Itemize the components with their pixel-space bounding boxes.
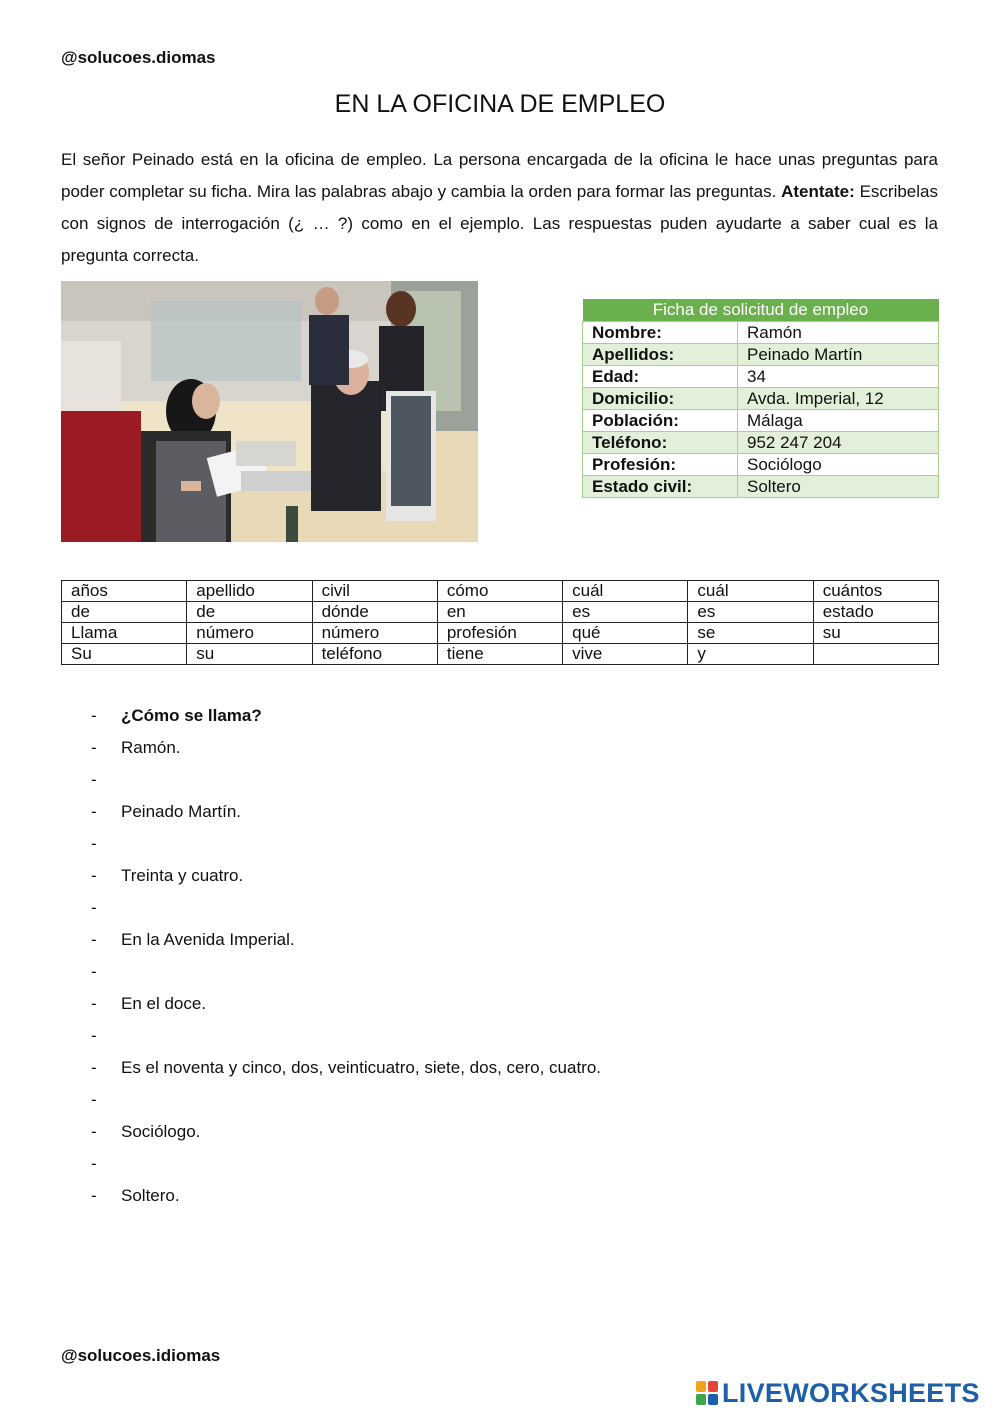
form-row <box>583 388 939 410</box>
form-row <box>583 322 939 344</box>
word-cell: cuál <box>688 581 813 602</box>
dash-bullet: - <box>91 898 97 917</box>
instructions-text-2: Escribelas con signos de interrogación (¿ … ?) como en el ejemplo. Las respuestas puden ayudarte a saber cual es la pregunta correcta. <box>61 182 938 265</box>
example-question: ¿Cómo se llama? <box>121 706 262 725</box>
word-cell: apellido <box>187 581 312 602</box>
word-cell: dónde <box>312 602 437 623</box>
form-label: Apellidos: <box>583 344 738 366</box>
dash-bullet: - <box>91 834 97 853</box>
office-photo-illustration <box>61 281 478 542</box>
liveworksheets-logo-text: LIVEWORKSHEETS <box>722 1377 980 1408</box>
form-value: Soltero <box>738 476 939 498</box>
page-title: EN LA OFICINA DE EMPLEO <box>334 90 666 118</box>
word-cell: tiene <box>437 644 562 665</box>
answer-text: Ramón. <box>121 738 181 757</box>
instructions-text: El señor Peinado está en la oficina de empleo. La persona encargada de la oficina le hace unas preguntas para poder completar su ficha. Mira las palabras abajo y cambia la orden para formar las preguntas. <box>61 150 938 201</box>
form-row <box>583 366 939 388</box>
form-value: 34 <box>738 366 939 388</box>
form-value: Sociólogo <box>738 454 939 476</box>
form-value: Avda. Imperial, 12 <box>738 388 939 410</box>
office-photo <box>61 281 478 542</box>
dash-bullet: - <box>91 866 97 885</box>
form-label: Domicilio: <box>583 388 738 410</box>
dash-bullet: - <box>91 1154 97 1173</box>
form-label: Estado civil: <box>583 476 738 498</box>
form-row <box>583 344 939 366</box>
word-cell: Su <box>62 644 187 665</box>
answer-text: Soltero. <box>121 1186 180 1205</box>
dash-bullet: - <box>91 1186 97 1205</box>
word-cell: y <box>688 644 813 665</box>
word-row <box>62 581 939 602</box>
word-cell: es <box>688 602 813 623</box>
word-cell: número <box>187 623 312 644</box>
word-cell: cómo <box>437 581 562 602</box>
word-cell: años <box>62 581 187 602</box>
liveworksheets-logo[interactable] <box>696 1378 980 1408</box>
word-cell: se <box>688 623 813 644</box>
dash-bullet: - <box>91 706 97 725</box>
word-bank-table <box>61 580 939 665</box>
form-row <box>583 476 939 498</box>
form-row <box>583 410 939 432</box>
word-cell: estado <box>813 602 938 623</box>
word-row <box>62 602 939 623</box>
attention-label: Atentate: <box>781 182 855 201</box>
dash-bullet: - <box>91 1090 97 1109</box>
form-value: Peinado Martín <box>738 344 939 366</box>
word-cell: profesión <box>437 623 562 644</box>
word-row <box>62 623 939 644</box>
form-label: Edad: <box>583 366 738 388</box>
word-cell: cuál <box>563 581 688 602</box>
form-title: Ficha de solicitud de empleo <box>583 299 939 322</box>
dash-bullet: - <box>91 962 97 981</box>
word-cell: cuántos <box>813 581 938 602</box>
word-row <box>62 644 939 665</box>
author-handle-top: @solucoes.diomas <box>61 48 216 67</box>
word-cell: civil <box>312 581 437 602</box>
word-cell <box>813 644 938 665</box>
word-cell: teléfono <box>312 644 437 665</box>
dash-bullet: - <box>91 1026 97 1045</box>
author-handle-bottom: @solucoes.idiomas <box>61 1346 221 1365</box>
dash-bullet: - <box>91 1122 97 1141</box>
form-value: Ramón <box>738 322 939 344</box>
form-label: Profesión: <box>583 454 738 476</box>
word-cell: Llama <box>62 623 187 644</box>
answer-text: Treinta y cuatro. <box>121 866 244 885</box>
form-label: Teléfono: <box>583 432 738 454</box>
dash-bullet: - <box>91 1058 97 1077</box>
word-cell: de <box>62 602 187 623</box>
word-cell: su <box>187 644 312 665</box>
form-value: Málaga <box>738 410 939 432</box>
answer-text: Es el noventa y cinco, dos, veinticuatro, siete, dos, cero, cuatro. <box>121 1058 602 1077</box>
dash-bullet: - <box>91 930 97 949</box>
dash-bullet: - <box>91 738 97 757</box>
answer-text: Peinado Martín. <box>121 802 242 821</box>
word-cell: de <box>187 602 312 623</box>
job-application-form <box>582 299 939 498</box>
form-label: Población: <box>583 410 738 432</box>
answer-text: En el doce. <box>121 994 207 1013</box>
instructions-paragraph <box>61 144 938 272</box>
word-cell: su <box>813 623 938 644</box>
word-cell: qué <box>563 623 688 644</box>
form-row <box>583 432 939 454</box>
dash-bullet: - <box>91 770 97 789</box>
dash-bullet: - <box>91 994 97 1013</box>
liveworksheets-logo-icon <box>696 1381 718 1405</box>
word-cell: en <box>437 602 562 623</box>
form-value: 952 247 204 <box>738 432 939 454</box>
form-row <box>583 454 939 476</box>
form-label: Nombre: <box>583 322 738 344</box>
dash-bullet: - <box>91 802 97 821</box>
answer-text: Sociólogo. <box>121 1122 201 1141</box>
word-cell: vive <box>563 644 688 665</box>
word-cell: es <box>563 602 688 623</box>
word-cell: número <box>312 623 437 644</box>
answer-text: En la Avenida Imperial. <box>121 930 295 949</box>
